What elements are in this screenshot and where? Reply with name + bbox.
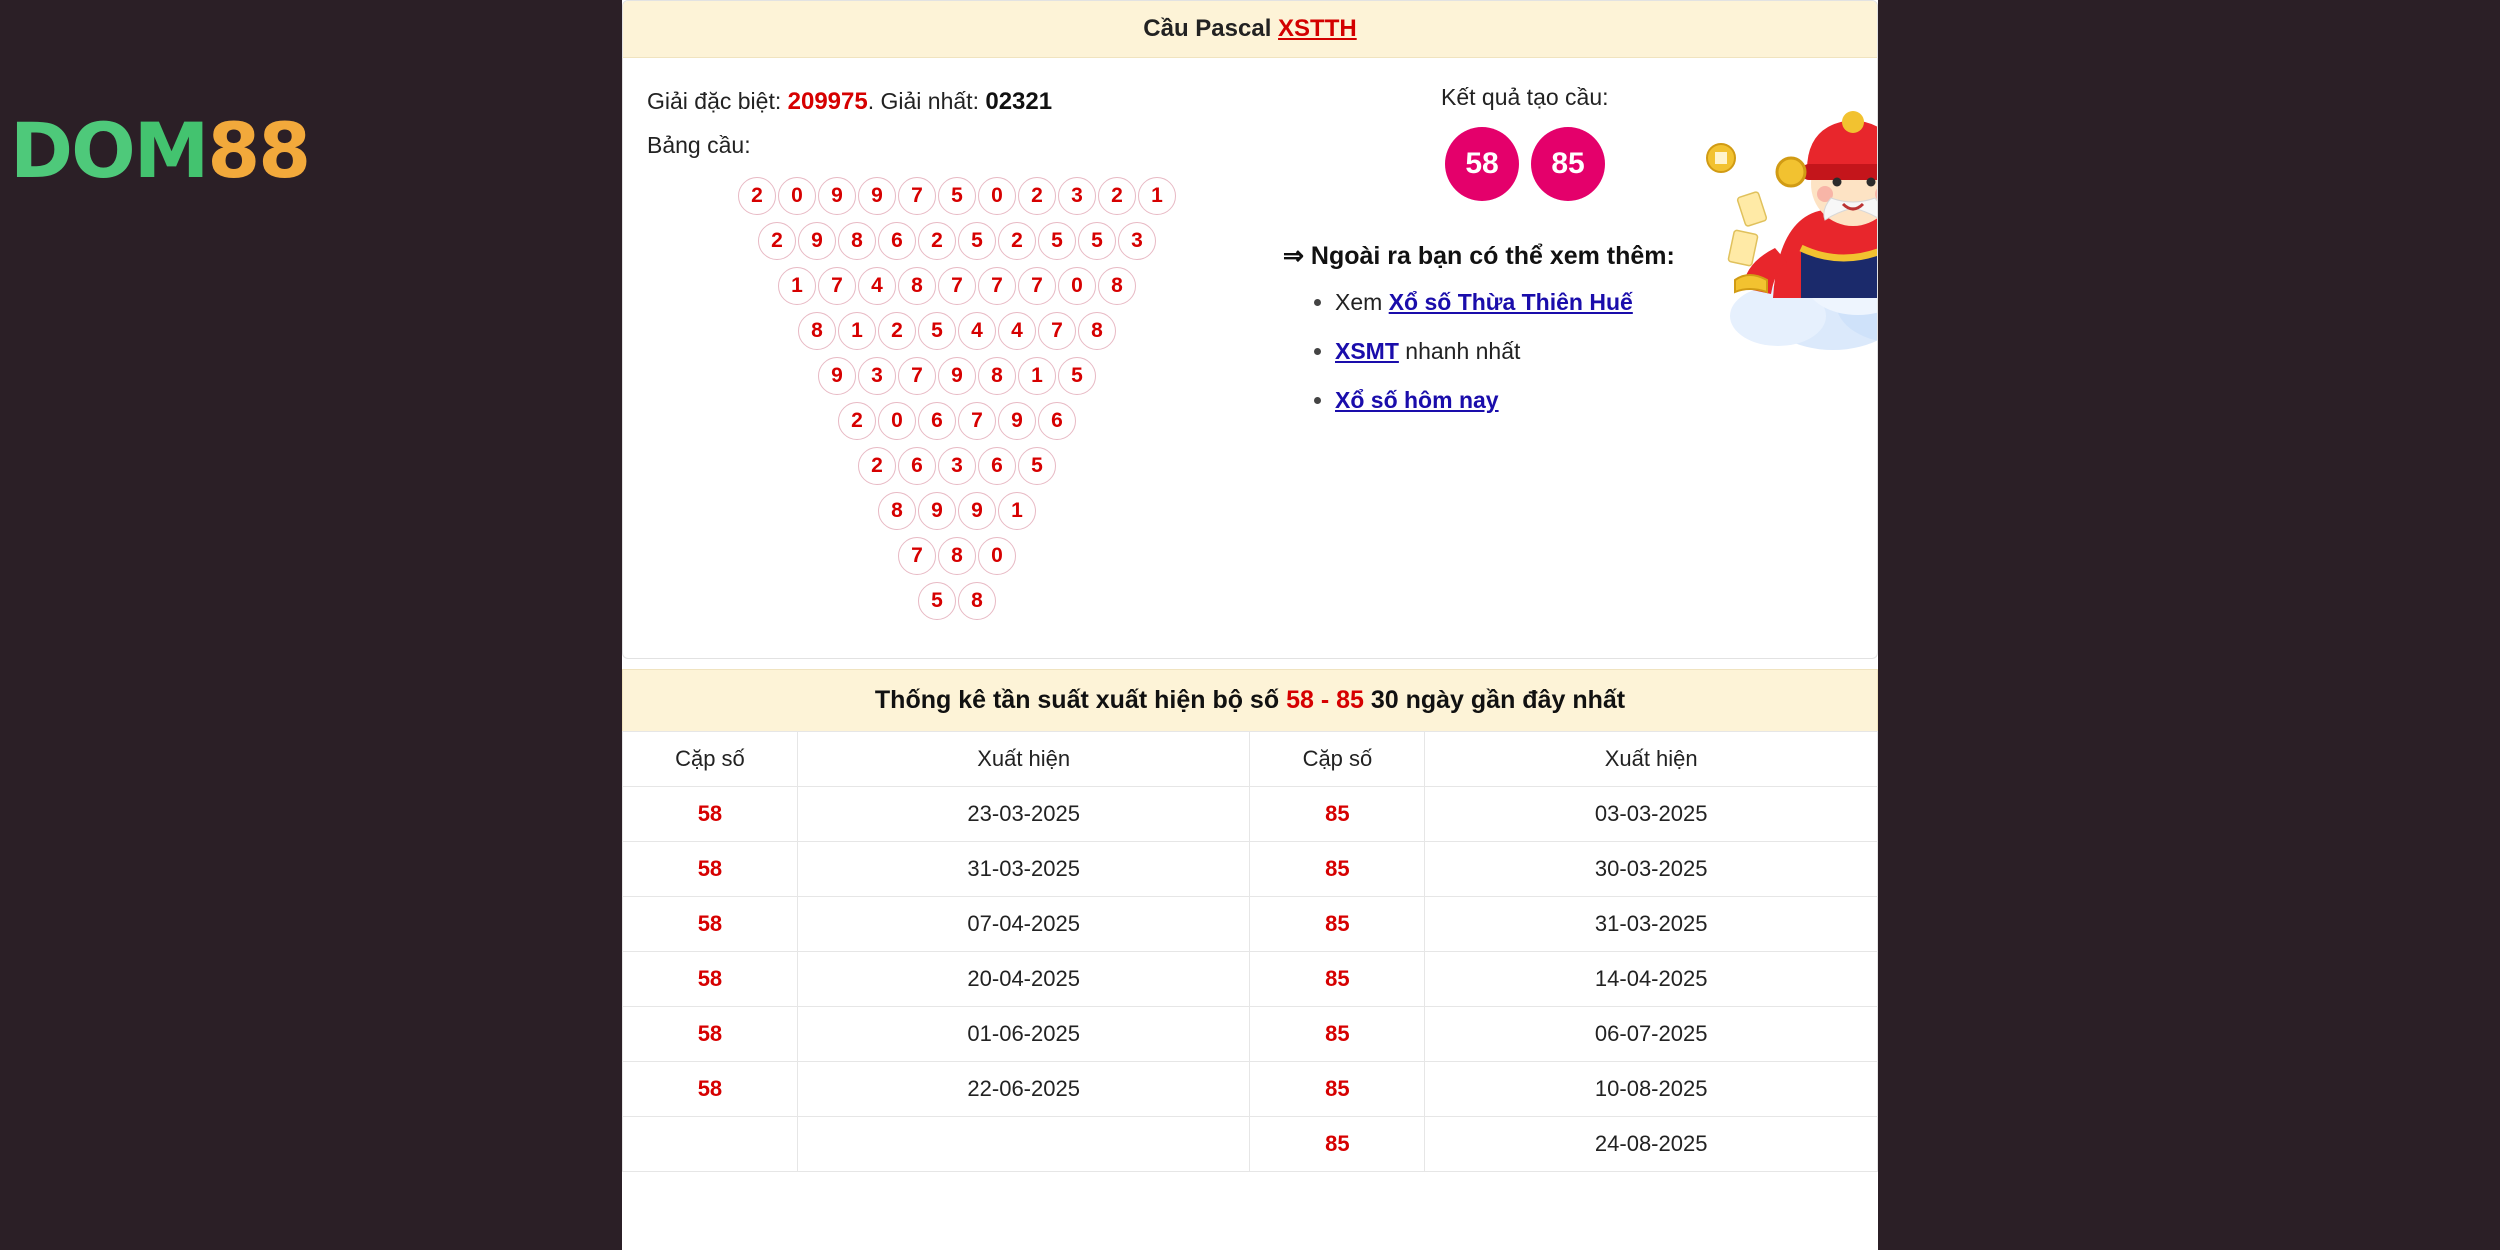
pyramid-digit: 7: [978, 267, 1016, 305]
pyramid-digit: 7: [898, 537, 936, 575]
result-ball: 58: [1445, 127, 1519, 201]
cell-date-left: [797, 1117, 1250, 1172]
pyramid-digit: 8: [938, 537, 976, 575]
pyramid-digit: 9: [818, 357, 856, 395]
cell-date-right: 24-08-2025: [1425, 1117, 1878, 1172]
pyramid-digit: 8: [878, 492, 916, 530]
pyramid-digit: 3: [938, 447, 976, 485]
table-row: [623, 952, 1878, 1007]
pyramid-row: [647, 267, 1267, 305]
pyramid-digit: 2: [858, 447, 896, 485]
pyramid-digit: 3: [1058, 177, 1096, 215]
cell-date-left: 01-06-2025: [797, 1007, 1250, 1062]
pyramid-digit: 1: [1018, 357, 1056, 395]
cell-pair-left: 58: [623, 952, 798, 1007]
content-page: [622, 0, 1878, 1250]
pyramid-row: [647, 582, 1267, 620]
pyramid-digit: 9: [958, 492, 996, 530]
pyramid-digit: 7: [938, 267, 976, 305]
cell-date-right: 30-03-2025: [1425, 842, 1878, 897]
pyramid-digit: 1: [998, 492, 1036, 530]
cell-pair-right: 85: [1250, 952, 1425, 1007]
pyramid-digit: 8: [838, 222, 876, 260]
pyramid-digit: 5: [938, 177, 976, 215]
card-title: [623, 1, 1877, 58]
cell-pair-left: 58: [623, 897, 798, 952]
pyramid-digit: 8: [798, 312, 836, 350]
pyramid-row: [647, 537, 1267, 575]
pyramid-digit: 2: [838, 402, 876, 440]
more-links-title: ⇒ Ngoài ra bạn có thể xem thêm:: [1283, 242, 1675, 270]
result-column: [1283, 84, 1843, 436]
pyramid-row: [647, 177, 1267, 215]
pyramid-digit: 5: [958, 222, 996, 260]
pyramid-digit: 9: [858, 177, 896, 215]
stats-title-sep: -: [1313, 686, 1337, 714]
pyramid-digit: 2: [738, 177, 776, 215]
pyramid-digit: 7: [958, 402, 996, 440]
more-link-item: [1335, 387, 1843, 414]
stats-title-pair2: 85: [1336, 686, 1364, 714]
more-link-prefix: Xem: [1335, 289, 1389, 315]
pyramid-digit: 3: [1118, 222, 1156, 260]
pyramid-digit: 2: [918, 222, 956, 260]
cell-date-right: 06-07-2025: [1425, 1007, 1878, 1062]
first-prize-label: . Giải nhất:: [867, 88, 986, 114]
pyramid-digit: 7: [898, 177, 936, 215]
pyramid-digit: 8: [1098, 267, 1136, 305]
more-link-item: [1335, 289, 1843, 316]
table-row: [623, 1117, 1878, 1172]
result-ball: 85: [1531, 127, 1605, 201]
cell-date-right: 03-03-2025: [1425, 787, 1878, 842]
pyramid-digit: 6: [878, 222, 916, 260]
pyramid-digit: 0: [878, 402, 916, 440]
pyramid-row: [647, 357, 1267, 395]
result-label: Kết quả tạo cầu:: [1441, 84, 1609, 110]
xstth-link[interactable]: XSTTH: [1278, 15, 1357, 42]
cell-pair-right: 85: [1250, 897, 1425, 952]
cell-date-left: 31-03-2025: [797, 842, 1250, 897]
pyramid-digit: 5: [1018, 447, 1056, 485]
more-link[interactable]: XSMT: [1335, 338, 1399, 364]
pyramid-digit: 5: [1038, 222, 1076, 260]
pyramid-digit: 9: [818, 177, 856, 215]
cell-date-left: 07-04-2025: [797, 897, 1250, 952]
pyramid-digit: 6: [1038, 402, 1076, 440]
cell-pair-right: 85: [1250, 1007, 1425, 1062]
logo-letter-o: O: [71, 105, 134, 195]
table-header-row: [623, 732, 1878, 787]
table-row: [623, 842, 1878, 897]
cell-pair-left: [623, 1117, 798, 1172]
first-prize-value: 02321: [985, 88, 1053, 115]
more-links-list: [1283, 289, 1843, 414]
pyramid-digit: 8: [978, 357, 1016, 395]
table-row: [623, 787, 1878, 842]
stats-title-before: Thống kê tần suất xuất hiện bộ số: [874, 686, 1287, 714]
more-link-suffix: nhanh nhất: [1398, 338, 1521, 364]
logo-letter-m: M: [133, 105, 208, 195]
cell-pair-right: 85: [1250, 1062, 1425, 1117]
pyramid-digit: 5: [918, 582, 956, 620]
pyramid-digit: 4: [858, 267, 896, 305]
stats-table: [622, 731, 1878, 1172]
pyramid-digit: 5: [1058, 357, 1096, 395]
pyramid-digit: 8: [898, 267, 936, 305]
pascal-pyramid: [647, 177, 1267, 620]
stats-title-after: 30 ngày gần đây nhất: [1363, 686, 1626, 714]
cell-pair-left: 58: [623, 1062, 798, 1117]
pyramid-digit: 2: [878, 312, 916, 350]
pyramid-digit: 1: [838, 312, 876, 350]
cell-pair-right: 85: [1250, 1117, 1425, 1172]
table-row: [623, 1007, 1878, 1062]
stats-title-pair1: 58: [1286, 686, 1314, 714]
pyramid-digit: 6: [918, 402, 956, 440]
logo-digit-8-second: 8: [258, 105, 310, 195]
pyramid-row: [647, 492, 1267, 530]
logo-letter-d: D: [10, 105, 72, 195]
pyramid-digit: 4: [998, 312, 1036, 350]
pyramid-digit: 2: [1018, 177, 1056, 215]
cell-date-left: 22-06-2025: [797, 1062, 1250, 1117]
stats-title: [622, 669, 1878, 731]
cell-date-right: 10-08-2025: [1425, 1062, 1878, 1117]
special-prize-value: 209975: [787, 88, 868, 115]
pyramid-digit: 6: [978, 447, 1016, 485]
more-link[interactable]: Xổ số Thừa Thiên Huế: [1388, 289, 1633, 315]
pyramid-digit: 7: [1038, 312, 1076, 350]
more-link-item: [1335, 338, 1843, 365]
pyramid-digit: 6: [898, 447, 936, 485]
cell-date-left: 20-04-2025: [797, 952, 1250, 1007]
cell-pair-left: 58: [623, 1007, 798, 1062]
cell-date-right: 31-03-2025: [1425, 897, 1878, 952]
cell-pair-left: 58: [623, 842, 798, 897]
pyramid-digit: 7: [1018, 267, 1056, 305]
table-row: [623, 897, 1878, 952]
cell-pair-left: 58: [623, 787, 798, 842]
header-date-right: Xuất hiện: [1425, 732, 1878, 787]
cell-date-right: 14-04-2025: [1425, 952, 1878, 1007]
cell-date-left: 23-03-2025: [797, 787, 1250, 842]
result-balls: [1283, 127, 1843, 201]
pyramid-row: [647, 312, 1267, 350]
pyramid-digit: 1: [1138, 177, 1176, 215]
pyramid-digit: 7: [898, 357, 936, 395]
pyramid-digit: 4: [958, 312, 996, 350]
pyramid-digit: 8: [1078, 312, 1116, 350]
site-logo[interactable]: [10, 95, 450, 205]
more-link[interactable]: Xổ số hôm nay: [1335, 387, 1499, 413]
pyramid-digit: 2: [998, 222, 1036, 260]
stats-section: [622, 669, 1878, 1172]
card-title-text: Cầu Pascal: [1143, 15, 1279, 42]
pascal-card: [622, 0, 1878, 659]
pyramid-digit: 3: [858, 357, 896, 395]
pyramid-digit: 9: [998, 402, 1036, 440]
pyramid-row: [647, 402, 1267, 440]
pyramid-digit: 9: [918, 492, 956, 530]
pyramid-label: Bảng cầu:: [647, 132, 751, 158]
pyramid-digit: 0: [978, 177, 1016, 215]
pyramid-digit: 7: [818, 267, 856, 305]
pyramid-digit: 9: [798, 222, 836, 260]
pyramid-digit: 5: [1078, 222, 1116, 260]
cell-pair-right: 85: [1250, 787, 1425, 842]
table-row: [623, 1062, 1878, 1117]
pyramid-row: [647, 222, 1267, 260]
pyramid-digit: 5: [918, 312, 956, 350]
cell-pair-right: 85: [1250, 842, 1425, 897]
header-pair-left: Cặp số: [623, 732, 798, 787]
special-prize-label: Giải đặc biệt:: [647, 88, 788, 114]
card-body: [623, 58, 1877, 658]
pyramid-digit: 1: [778, 267, 816, 305]
pyramid-digit: 0: [1058, 267, 1096, 305]
pyramid-digit: 0: [778, 177, 816, 215]
stats-table-body: [623, 787, 1878, 1172]
pyramid-digit: 8: [958, 582, 996, 620]
pyramid-digit: 2: [758, 222, 796, 260]
pyramid-digit: 2: [1098, 177, 1136, 215]
header-pair-right: Cặp số: [1250, 732, 1425, 787]
pyramid-digit: 9: [938, 357, 976, 395]
logo-digit-8-first: 8: [207, 105, 259, 195]
pyramid-row: [647, 447, 1267, 485]
header-date-left: Xuất hiện: [797, 732, 1250, 787]
pyramid-digit: 0: [978, 537, 1016, 575]
